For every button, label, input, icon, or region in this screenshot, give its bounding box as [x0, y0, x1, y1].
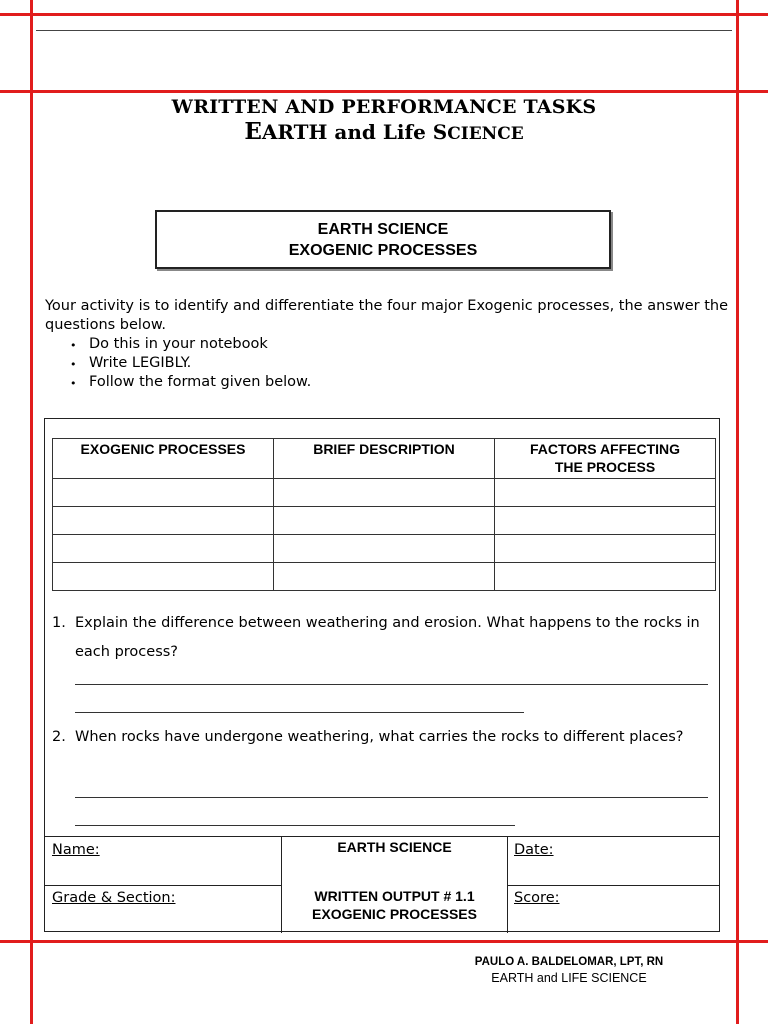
date-label: Date:: [514, 842, 554, 858]
table-row: [53, 563, 716, 591]
output-number: WRITTEN OUTPUT # 1.1: [314, 888, 475, 904]
column-header: FACTORS AFFECTING THE PROCESS: [495, 439, 716, 479]
table-row: [53, 507, 716, 535]
footer-table: [44, 836, 720, 933]
margin-line-left: [30, 0, 33, 1024]
margin-line-header: [0, 90, 768, 93]
title-box: [155, 210, 611, 269]
score-cell[interactable]: [507, 886, 720, 933]
footer-output: [282, 887, 507, 923]
answer-line[interactable]: [75, 712, 524, 713]
author-credit: PAULO A. BALDELOMAR, LPT, RN: [474, 956, 664, 968]
question-text: When rocks have undergone weathering, what carries the rocks to different places?: [75, 729, 684, 745]
table-cell[interactable]: [495, 507, 716, 535]
name-label: Name:: [52, 842, 100, 858]
grade-section-label: Grade & Section:: [52, 890, 176, 906]
course-credit: EARTH and LIFE SCIENCE: [491, 971, 647, 985]
date-cell[interactable]: [507, 837, 720, 886]
name-cell[interactable]: [44, 837, 282, 886]
answer-line[interactable]: [75, 825, 515, 826]
instructions-intro: Your activity is to identify and differentiate the four major Exogenic processes, the answer the questions below.: [45, 298, 728, 333]
answer-line[interactable]: [75, 684, 708, 685]
question-2: [52, 723, 717, 752]
margin-line-bottom: [0, 940, 768, 943]
score-label: Score:: [514, 890, 560, 906]
instructions-list: [45, 335, 735, 392]
column-header: BRIEF DESCRIPTION: [274, 439, 495, 479]
question-1: [52, 609, 717, 667]
footer-subject: EARTH SCIENCE: [337, 839, 452, 855]
answer-line[interactable]: [75, 797, 708, 798]
table-cell[interactable]: [53, 507, 274, 535]
table-cell[interactable]: [274, 507, 495, 535]
table-cell[interactable]: [274, 563, 495, 591]
table-row: [53, 479, 716, 507]
table-cell[interactable]: [495, 563, 716, 591]
processes-table: [52, 438, 716, 591]
table-cell[interactable]: [274, 479, 495, 507]
table-header-row: [53, 439, 716, 479]
instruction-item: • Write LEGIBLY.: [89, 354, 735, 373]
page-heading: WRITTEN AND PERFORMANCE TASKS: [171, 96, 597, 118]
grade-section-cell[interactable]: [44, 886, 282, 933]
top-rule: [36, 30, 732, 31]
margin-line-top: [0, 13, 768, 16]
column-header: EXOGENIC PROCESSES: [53, 439, 274, 479]
table-row: [53, 535, 716, 563]
instructions: [45, 297, 735, 392]
table-cell[interactable]: [53, 479, 274, 507]
output-topic: EXOGENIC PROCESSES: [312, 906, 477, 922]
table-cell[interactable]: [53, 535, 274, 563]
table-cell[interactable]: [495, 479, 716, 507]
title-subject: EARTH SCIENCE: [317, 220, 449, 238]
instruction-item: • Do this in your notebook: [89, 335, 735, 354]
page-subheading: EARTH and Life SCIENCE: [244, 118, 524, 145]
question-number: 1.: [52, 615, 66, 631]
table-cell[interactable]: [53, 563, 274, 591]
table-cell[interactable]: [274, 535, 495, 563]
question-number: 2.: [52, 729, 66, 745]
instruction-item: • Follow the format given below.: [89, 373, 735, 392]
question-text: Explain the difference between weathering and erosion. What happens to the rocks in each process?: [75, 615, 700, 660]
margin-line-right: [736, 0, 739, 1024]
title-topic: EXOGENIC PROCESSES: [288, 241, 478, 259]
table-cell[interactable]: [495, 535, 716, 563]
